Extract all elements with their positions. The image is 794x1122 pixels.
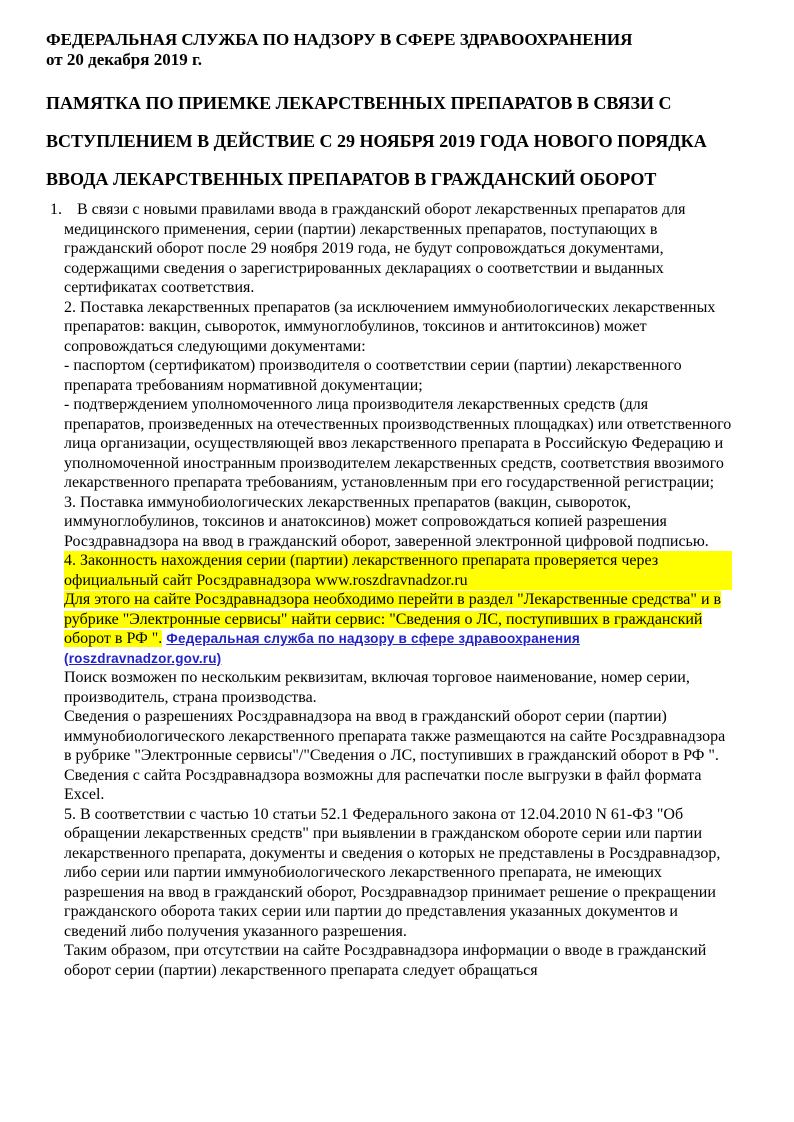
paragraph-dash-confirmation: - подтверждением уполномоченного лица производителя лекарственных средств (для препаратов, произведенных на отечественных производственных площадках) или ответственного лица организации, осуществляющей ввоз лекарственного препарата в Российскую Федерацию и уполномоченной иностранным производителем лекарственных средств, соответствия ввозимого лекарственного препарата требованиям, установленным при его государственной регистрации; <box>64 396 732 491</box>
document-body <box>50 200 732 980</box>
document-title-line-3: ВВОДА ЛЕКАРСТВЕННЫХ ПРЕПАРАТОВ В ГРАЖДАНСКИЙ ОБОРОТ <box>46 169 657 189</box>
paragraph-item-1-text: В связи с новыми правилами ввода в гражданский оборот лекарственных препаратов для медицинского применения, серии (партии) лекарственных препаратов, поступающих в гражданский оборот после 29 ноября 2019 года, не будут сопровождаться документами, содержащими сведения о зарегистрированных декларациях о соответствии и выданных сертификатах соответствия. <box>64 201 686 296</box>
highlighted-instructions-text: Для этого на сайте Росздравнадзора необходимо перейти в раздел "Лекарственные средства" и в рубрике "Электронные сервисы" найти сервис: "Сведения о ЛС, поступивших в гражданский оборот в РФ ". <box>64 591 722 647</box>
paragraph-search-options: Поиск возможен по нескольким реквизитам, включая торговое наименование, номер серии, производитель, страна производства. <box>64 669 690 706</box>
paragraph-excel-export: Сведения с сайта Росздравнадзора возможны для распечатки после выгрузки в файл формата Excel. <box>64 766 702 803</box>
paragraph-3-immunobiological: 3. Поставка иммунобиологических лекарственных препаратов (вакцин, сывороток, иммуноглобулинов, токсинов и анатоксинов) может сопровождаться копией разрешения Росздравнадзора на ввод в гражданский оборот, заверенной электронной цифровой подписью. <box>64 493 709 550</box>
paragraph-permission-info: Сведения о разрешениях Росздравнадзора на ввод в гражданский оборот серии (партии) иммунобиологического лекарственного препарата также размещаются на сайте Росздравнадзора в рубрике "Электронные сервисы"/"Сведения о ЛС, поступивших в гражданский оборот в РФ ". <box>64 708 726 764</box>
document-header <box>46 30 734 70</box>
list-item-number: 1. <box>50 201 62 218</box>
document-org-name: ФЕДЕРАЛЬНАЯ СЛУЖБА ПО НАДЗОРУ В СФЕРЕ ЗДРАВООХРАНЕНИЯ <box>46 30 633 49</box>
paragraph-5-federal-law: 5. В соответствии с частью 10 статьи 52.1 Федерального закона от 12.04.2010 N 61-ФЗ "Об обращении лекарственных средств" при выявлении в гражданском обороте серии или партии лекарственного препарата, документы и сведения о которых не представлены в Росздравнадзор, либо серии или партии иммунобиологического лекарственного препарата, не имеющих разрешения на ввод в гражданский оборот, Росздравнадзор принимает решение о прекращении гражданского оборота таких серии или партии до представления указанных документов и сведений либо получения указанного разрешения. <box>64 805 721 940</box>
document-title-line-2: ВСТУПЛЕНИЕМ В ДЕЙСТВИЕ С 29 НОЯБРЯ 2019 ГОДА НОВОГО ПОРЯДКА <box>46 131 707 151</box>
paragraph-item-1 <box>50 200 732 298</box>
paragraph-dash-passport: - паспортом (сертификатом) производителя о соответствии серии (партии) лекарственного препарата требованиям нормативной документации; <box>64 357 682 394</box>
paragraph-conclusion: Таким образом, при отсутствии на сайте Росздравнадзора информации о вводе в гражданский оборот серии (партии) лекарственного препарата следует обращаться <box>64 942 707 979</box>
paragraph-site-instructions <box>64 590 732 668</box>
document-title-line-1: ПАМЯТКА ПО ПРИЕМКЕ ЛЕКАРСТВЕННЫХ ПРЕПАРАТОВ В СВЯЗИ С <box>46 93 672 113</box>
document-title <box>46 84 734 198</box>
paragraph-2-supply-documents: 2. Поставка лекарственных препаратов (за исключением иммунобиологических лекарственных препаратов: вакцин, сывороток, иммуноглобулинов, токсинов и антитоксинов) может сопровождаться следующими документами: <box>64 298 716 355</box>
document-date: от 20 декабря 2019 г. <box>46 50 203 69</box>
roszdravnadzor-site-link[interactable]: Федеральная служба по надзору в сфере здравоохранения (roszdravnadzor.gov.ru) <box>64 631 580 666</box>
paragraph-4-legality-highlighted: 4. Законность нахождения серии (партии) лекарственного препарата проверяется через официальный сайт Росздравнадзора www.roszdravnadzor.ru <box>64 551 732 590</box>
